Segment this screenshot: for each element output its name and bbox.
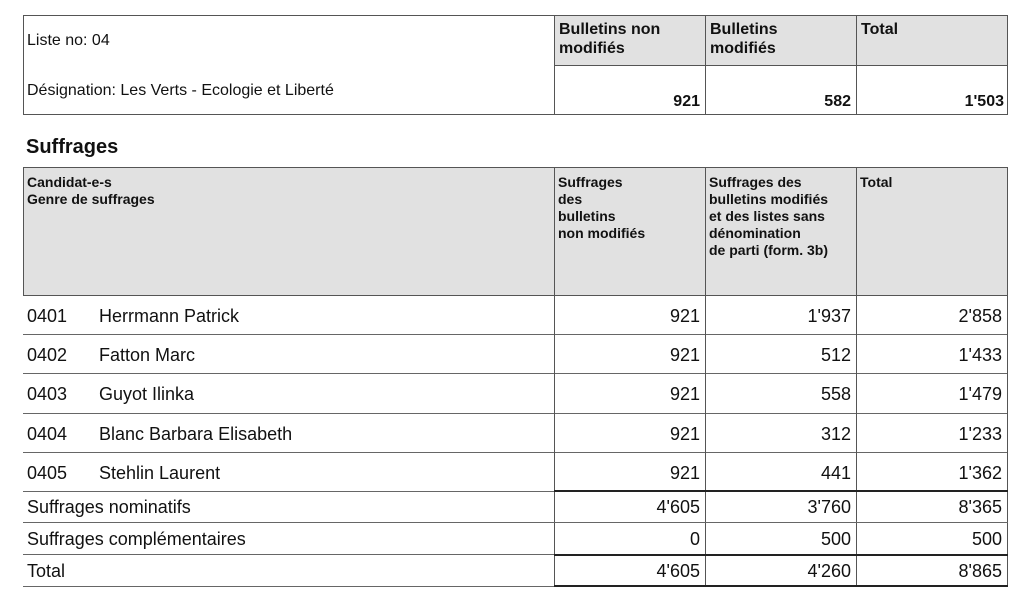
summary-total-votes: 8'865 <box>958 561 1002 581</box>
header-candidates <box>23 167 555 296</box>
candidate-modified-votes: 312 <box>820 423 851 444</box>
candidate-unmodified-votes: 921 <box>669 306 700 326</box>
header-bulletins-modifies <box>705 15 857 66</box>
header-bulletins-non-modifies <box>554 15 706 66</box>
candidate-total-votes: 1'233 <box>958 423 1002 444</box>
candidate-unmodified-votes: 921 <box>669 345 700 366</box>
summary-modified-votes: 4'260 <box>807 561 851 581</box>
summary-row <box>0 523 1024 555</box>
value-bulletins-non-modifies-cell <box>554 65 706 115</box>
summary-modified-votes: 500 <box>820 529 851 549</box>
candidate-unmodified-votes: 921 <box>669 384 700 405</box>
table-row <box>0 453 1024 492</box>
candidate-code: 0402 <box>27 345 68 366</box>
candidate-code: 0403 <box>27 384 68 405</box>
candidate-total-votes: 1'362 <box>958 462 1002 483</box>
table-row <box>0 374 1024 413</box>
summary-total-votes: 8'365 <box>958 497 1002 517</box>
candidate-code: 0404 <box>27 423 68 444</box>
summary-label: Suffrages complémentaires <box>27 529 246 549</box>
header-label: Suffrages des bulletins modifiés et des listes sans dénomination de parti (form. 3b) <box>709 174 829 258</box>
candidate-total-votes: 2'858 <box>958 306 1002 326</box>
table-row <box>0 335 1024 374</box>
candidate-code: 0405 <box>27 462 68 483</box>
header-total <box>856 15 1008 66</box>
table-row <box>0 296 1024 335</box>
table-row <box>0 414 1024 453</box>
summary-unmodified-votes: 0 <box>689 529 700 549</box>
candidate-modified-votes: 558 <box>820 384 851 405</box>
candidate-name: Fatton Marc <box>99 345 196 366</box>
candidate-total-votes: 1'433 <box>958 345 1002 366</box>
candidate-name: Herrmann Patrick <box>99 306 240 326</box>
candidate-modified-votes: 512 <box>820 345 851 366</box>
summary-row <box>0 555 1024 587</box>
section-title: Suffrages <box>26 136 119 158</box>
candidate-code: 0401 <box>27 306 68 326</box>
summary-label: Suffrages nominatifs <box>27 497 191 517</box>
summary-total-votes: 500 <box>971 529 1002 549</box>
summary-unmodified-votes: 4'605 <box>656 497 700 517</box>
header-total-votes <box>856 167 1008 296</box>
value-bulletins-modifies: 582 <box>824 93 851 110</box>
summary-thick-divider <box>554 585 1008 587</box>
header-label: Total <box>860 174 893 190</box>
value-bulletins-modifies-cell <box>705 65 857 115</box>
header-unmodified-votes <box>554 167 706 296</box>
header-label: Bulletins modifiés <box>710 21 778 57</box>
candidate-total-votes: 1'479 <box>958 384 1002 405</box>
summary-thick-divider <box>554 554 1008 556</box>
header-label: Total <box>861 21 899 38</box>
summary-modified-votes: 3'760 <box>807 497 851 517</box>
candidate-name: Guyot Ilinka <box>99 384 195 405</box>
summary-row <box>0 491 1024 523</box>
candidate-name: Blanc Barbara Elisabeth <box>99 423 293 444</box>
value-bulletins-non-modifies: 921 <box>673 93 700 110</box>
header-label: Suffrages des bulletins non modifiés <box>558 174 646 241</box>
value-total: 1'503 <box>964 93 1004 110</box>
candidate-modified-votes: 441 <box>820 462 851 483</box>
list-number: Liste no: 04 <box>27 32 110 49</box>
candidate-name: Stehlin Laurent <box>99 462 221 483</box>
header-modified-votes <box>705 167 857 296</box>
summary-unmodified-votes: 4'605 <box>656 561 700 581</box>
list-designation: Désignation: Les Verts - Ecologie et Liberté <box>27 82 334 99</box>
candidate-unmodified-votes: 921 <box>669 462 700 483</box>
value-total-cell <box>856 65 1008 115</box>
list-info-left-cell <box>23 15 555 115</box>
header-label: Candidat-e-s Genre de suffrages <box>27 174 155 207</box>
candidate-unmodified-votes: 921 <box>669 423 700 444</box>
candidate-modified-votes: 1'937 <box>807 306 851 326</box>
header-label: Bulletins non modifiés <box>559 21 661 57</box>
summary-thick-divider <box>554 490 1008 492</box>
summary-label: Total <box>27 561 66 581</box>
